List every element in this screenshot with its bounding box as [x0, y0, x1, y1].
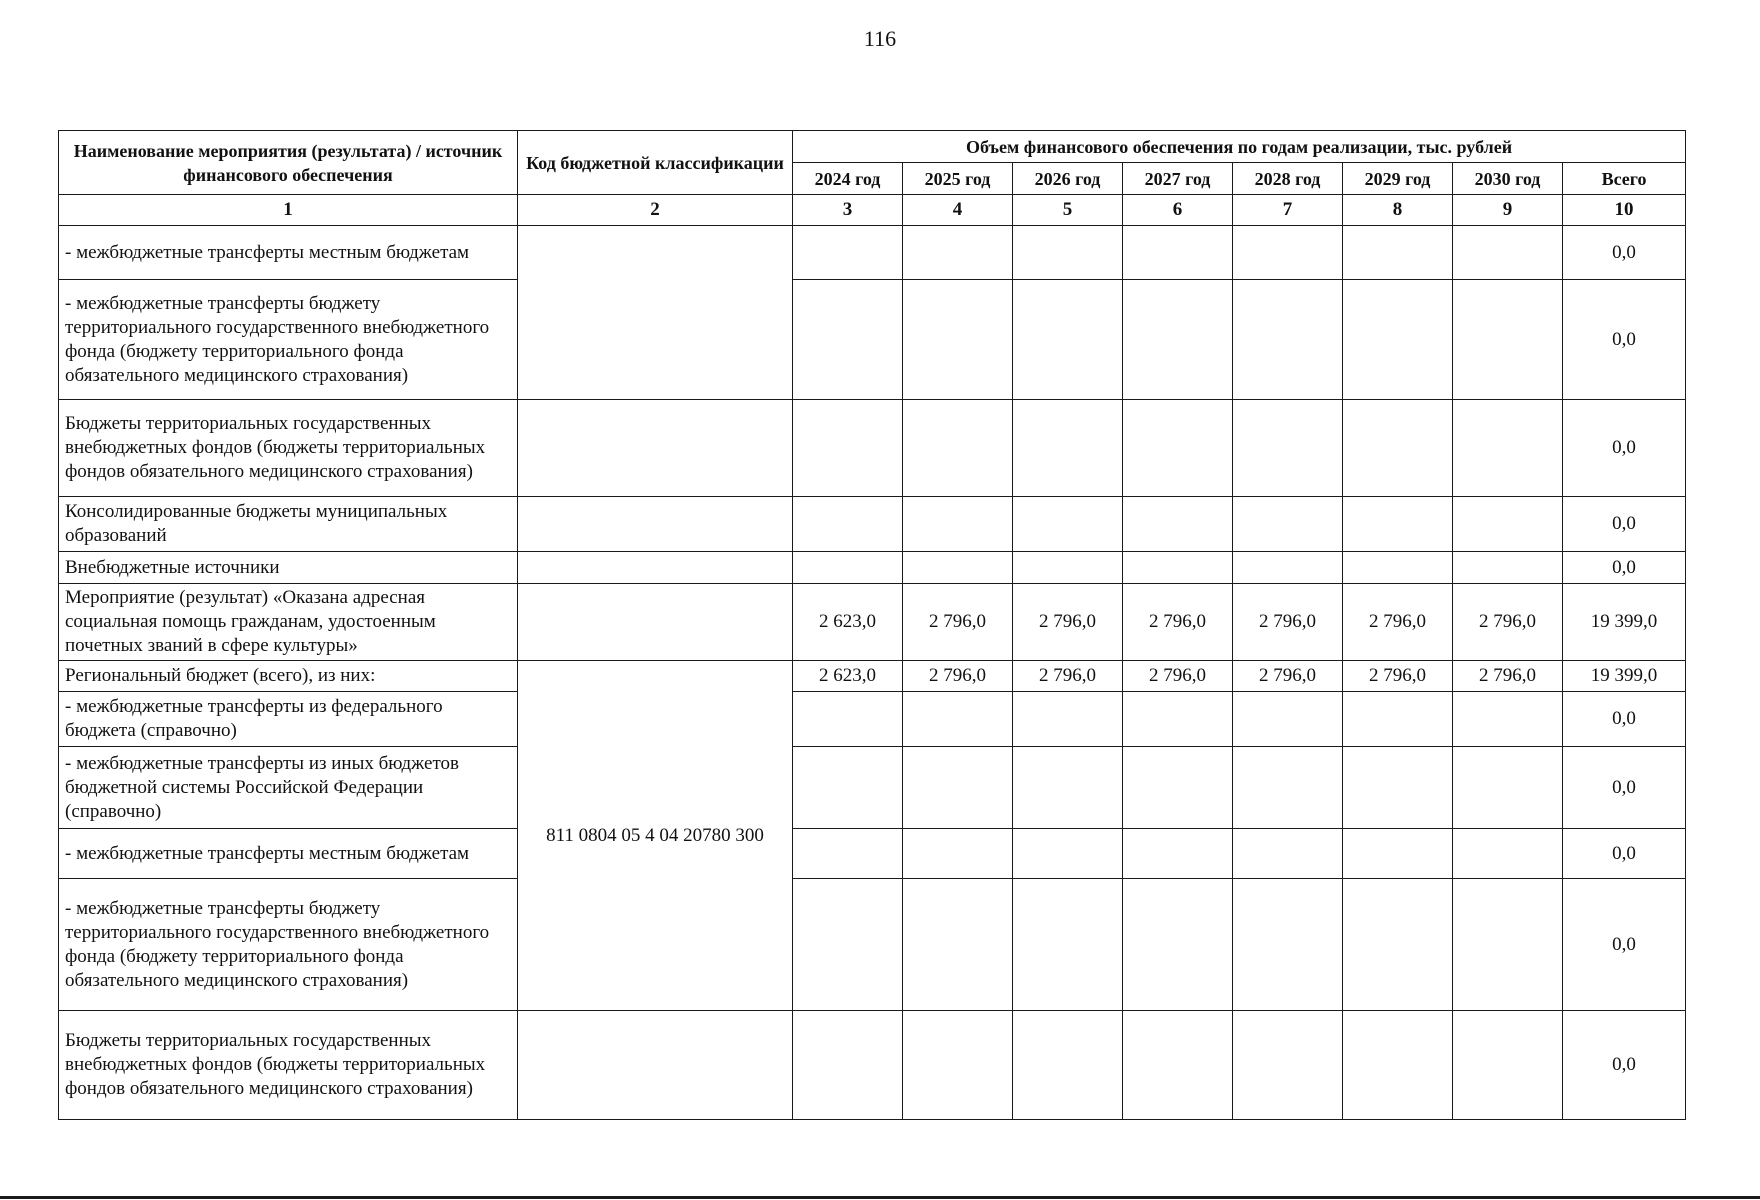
column-number: 2	[518, 195, 793, 226]
row-name: Бюджеты территориальных государственных внебюджетных фондов (бюджеты территориальных фондов обязательного медицинского страхования)	[59, 400, 518, 497]
value-cell: 2 796,0	[1233, 584, 1343, 661]
value-cell	[903, 692, 1013, 747]
total-cell: 0,0	[1563, 829, 1686, 879]
total-cell: 19 399,0	[1563, 584, 1686, 661]
value-cell: 2 796,0	[1233, 661, 1343, 692]
value-cell	[793, 879, 903, 1011]
value-cell	[793, 692, 903, 747]
value-cell	[903, 747, 1013, 829]
value-cell	[903, 552, 1013, 584]
total-cell: 0,0	[1563, 692, 1686, 747]
value-cell	[903, 280, 1013, 400]
budget-code: 811 0804 05 4 04 20780 300	[518, 661, 793, 1011]
row-name: - межбюджетные трансферты местным бюджетам	[59, 829, 518, 879]
table-row	[59, 692, 1686, 747]
value-cell	[1453, 400, 1563, 497]
value-cell	[1013, 400, 1123, 497]
total-cell: 0,0	[1563, 879, 1686, 1011]
value-cell	[1123, 400, 1233, 497]
column-number: 10	[1563, 195, 1686, 226]
page-number: 116	[863, 26, 897, 51]
row-name: Внебюджетные источники	[59, 552, 518, 584]
value-cell	[793, 747, 903, 829]
value-cell	[1123, 829, 1233, 879]
value-cell	[1453, 497, 1563, 552]
value-cell	[1123, 692, 1233, 747]
total-cell: 19 399,0	[1563, 661, 1686, 692]
total-cell: 0,0	[1563, 226, 1686, 280]
value-cell	[793, 226, 903, 280]
table-row	[59, 400, 1686, 497]
value-cell	[1233, 226, 1343, 280]
value-cell: 2 796,0	[1123, 661, 1233, 692]
header-year: 2029 год	[1343, 163, 1453, 195]
value-cell	[1453, 280, 1563, 400]
value-cell	[1013, 829, 1123, 879]
total-cell: 0,0	[1563, 747, 1686, 829]
total-cell: 0,0	[1563, 400, 1686, 497]
value-cell	[793, 280, 903, 400]
value-cell	[1233, 400, 1343, 497]
table-row	[59, 552, 1686, 584]
header-code: Код бюджетной классификации	[518, 131, 793, 195]
value-cell	[1453, 829, 1563, 879]
table-row	[59, 497, 1686, 552]
value-cell	[1343, 692, 1453, 747]
value-cell	[1013, 747, 1123, 829]
header-volume: Объем финансового обеспечения по годам реализации, тыс. рублей	[793, 131, 1686, 163]
column-number: 5	[1013, 195, 1123, 226]
row-name: Мероприятие (результат) «Оказана адресная социальная помощь гражданам, удостоенным почетных званий в сфере культуры»	[59, 584, 518, 661]
column-number: 7	[1233, 195, 1343, 226]
value-cell: 2 796,0	[903, 584, 1013, 661]
row-name: - межбюджетные трансферты бюджету территориального государственного внебюджетного фонда (бюджету территориального фонда обязательного медицинского страхования)	[59, 879, 518, 1011]
value-cell	[903, 829, 1013, 879]
value-cell	[1233, 692, 1343, 747]
total-cell: 0,0	[1563, 497, 1686, 552]
value-cell	[1123, 879, 1233, 1011]
value-cell: 2 796,0	[1123, 584, 1233, 661]
value-cell	[793, 400, 903, 497]
value-cell	[1123, 497, 1233, 552]
row-name: - межбюджетные трансферты бюджету территориального государственного внебюджетного фонда (бюджету территориального фонда обязательного медицинского страхования)	[59, 280, 518, 400]
code-cell	[518, 1011, 793, 1120]
value-cell: 2 796,0	[1013, 584, 1123, 661]
header-name: Наименование мероприятия (результата) / источник финансового обеспечения	[59, 131, 518, 195]
value-cell	[1233, 829, 1343, 879]
value-cell	[1453, 747, 1563, 829]
value-cell	[1343, 280, 1453, 400]
value-cell: 2 796,0	[1013, 661, 1123, 692]
value-cell	[1453, 226, 1563, 280]
value-cell	[903, 1011, 1013, 1120]
header-year: 2024 год	[793, 163, 903, 195]
code-cell	[518, 584, 793, 661]
value-cell	[1343, 226, 1453, 280]
row-name: - межбюджетные трансферты из федерального бюджета (справочно)	[59, 692, 518, 747]
column-number: 9	[1453, 195, 1563, 226]
value-cell	[1233, 879, 1343, 1011]
header-year: 2025 год	[903, 163, 1013, 195]
table-row	[59, 280, 1686, 400]
value-cell	[1343, 747, 1453, 829]
column-number: 3	[793, 195, 903, 226]
value-cell	[903, 226, 1013, 280]
code-cell	[518, 226, 793, 400]
table-row	[59, 661, 1686, 692]
value-cell	[1123, 747, 1233, 829]
value-cell	[903, 400, 1013, 497]
table-row	[59, 747, 1686, 829]
value-cell	[1013, 280, 1123, 400]
column-number: 4	[903, 195, 1013, 226]
row-name: Региональный бюджет (всего), из них:	[59, 661, 518, 692]
value-cell	[1343, 1011, 1453, 1120]
header-total: Всего	[1563, 163, 1686, 195]
value-cell	[793, 497, 903, 552]
header-year: 2028 год	[1233, 163, 1343, 195]
value-cell: 2 796,0	[1453, 584, 1563, 661]
value-cell	[1013, 879, 1123, 1011]
value-cell	[1453, 1011, 1563, 1120]
value-cell	[793, 552, 903, 584]
value-cell	[1013, 226, 1123, 280]
table-row	[59, 879, 1686, 1011]
table-row	[59, 829, 1686, 879]
value-cell	[1233, 497, 1343, 552]
value-cell: 2 796,0	[1453, 661, 1563, 692]
value-cell: 2 623,0	[793, 584, 903, 661]
value-cell	[1343, 829, 1453, 879]
value-cell	[793, 1011, 903, 1120]
value-cell	[793, 829, 903, 879]
value-cell	[1233, 1011, 1343, 1120]
table-row	[59, 226, 1686, 280]
value-cell	[1013, 552, 1123, 584]
bottom-rule	[0, 1196, 1760, 1199]
value-cell	[1343, 497, 1453, 552]
value-cell	[1233, 552, 1343, 584]
total-cell: 0,0	[1563, 1011, 1686, 1120]
total-cell: 0,0	[1563, 280, 1686, 400]
value-cell: 2 796,0	[903, 661, 1013, 692]
value-cell	[1233, 280, 1343, 400]
value-cell	[1013, 1011, 1123, 1120]
code-cell	[518, 400, 793, 497]
value-cell	[1343, 552, 1453, 584]
code-cell	[518, 497, 793, 552]
header-year: 2026 год	[1013, 163, 1123, 195]
value-cell	[1123, 552, 1233, 584]
header-year: 2030 год	[1453, 163, 1563, 195]
row-name: - межбюджетные трансферты местным бюджетам	[59, 226, 518, 280]
value-cell	[903, 497, 1013, 552]
column-number: 8	[1343, 195, 1453, 226]
column-number: 6	[1123, 195, 1233, 226]
row-name: Консолидированные бюджеты муниципальных образований	[59, 497, 518, 552]
value-cell	[1453, 552, 1563, 584]
row-name: Бюджеты территориальных государственных внебюджетных фондов (бюджеты территориальных фондов обязательного медицинского страхования)	[59, 1011, 518, 1120]
value-cell	[1013, 692, 1123, 747]
header-year: 2027 год	[1123, 163, 1233, 195]
value-cell	[1343, 879, 1453, 1011]
table-row	[59, 584, 1686, 661]
value-cell: 2 623,0	[793, 661, 903, 692]
code-cell	[518, 552, 793, 584]
financing-table	[58, 130, 1686, 1120]
row-name: - межбюджетные трансферты из иных бюджетов бюджетной системы Российской Федерации (справочно)	[59, 747, 518, 829]
value-cell	[1233, 747, 1343, 829]
value-cell	[1123, 1011, 1233, 1120]
value-cell: 2 796,0	[1343, 584, 1453, 661]
column-number: 1	[59, 195, 518, 226]
value-cell	[1123, 280, 1233, 400]
value-cell	[903, 879, 1013, 1011]
table-row	[59, 1011, 1686, 1120]
total-cell: 0,0	[1563, 552, 1686, 584]
value-cell: 2 796,0	[1343, 661, 1453, 692]
value-cell	[1343, 400, 1453, 497]
value-cell	[1123, 226, 1233, 280]
value-cell	[1453, 692, 1563, 747]
value-cell	[1013, 497, 1123, 552]
value-cell	[1453, 879, 1563, 1011]
